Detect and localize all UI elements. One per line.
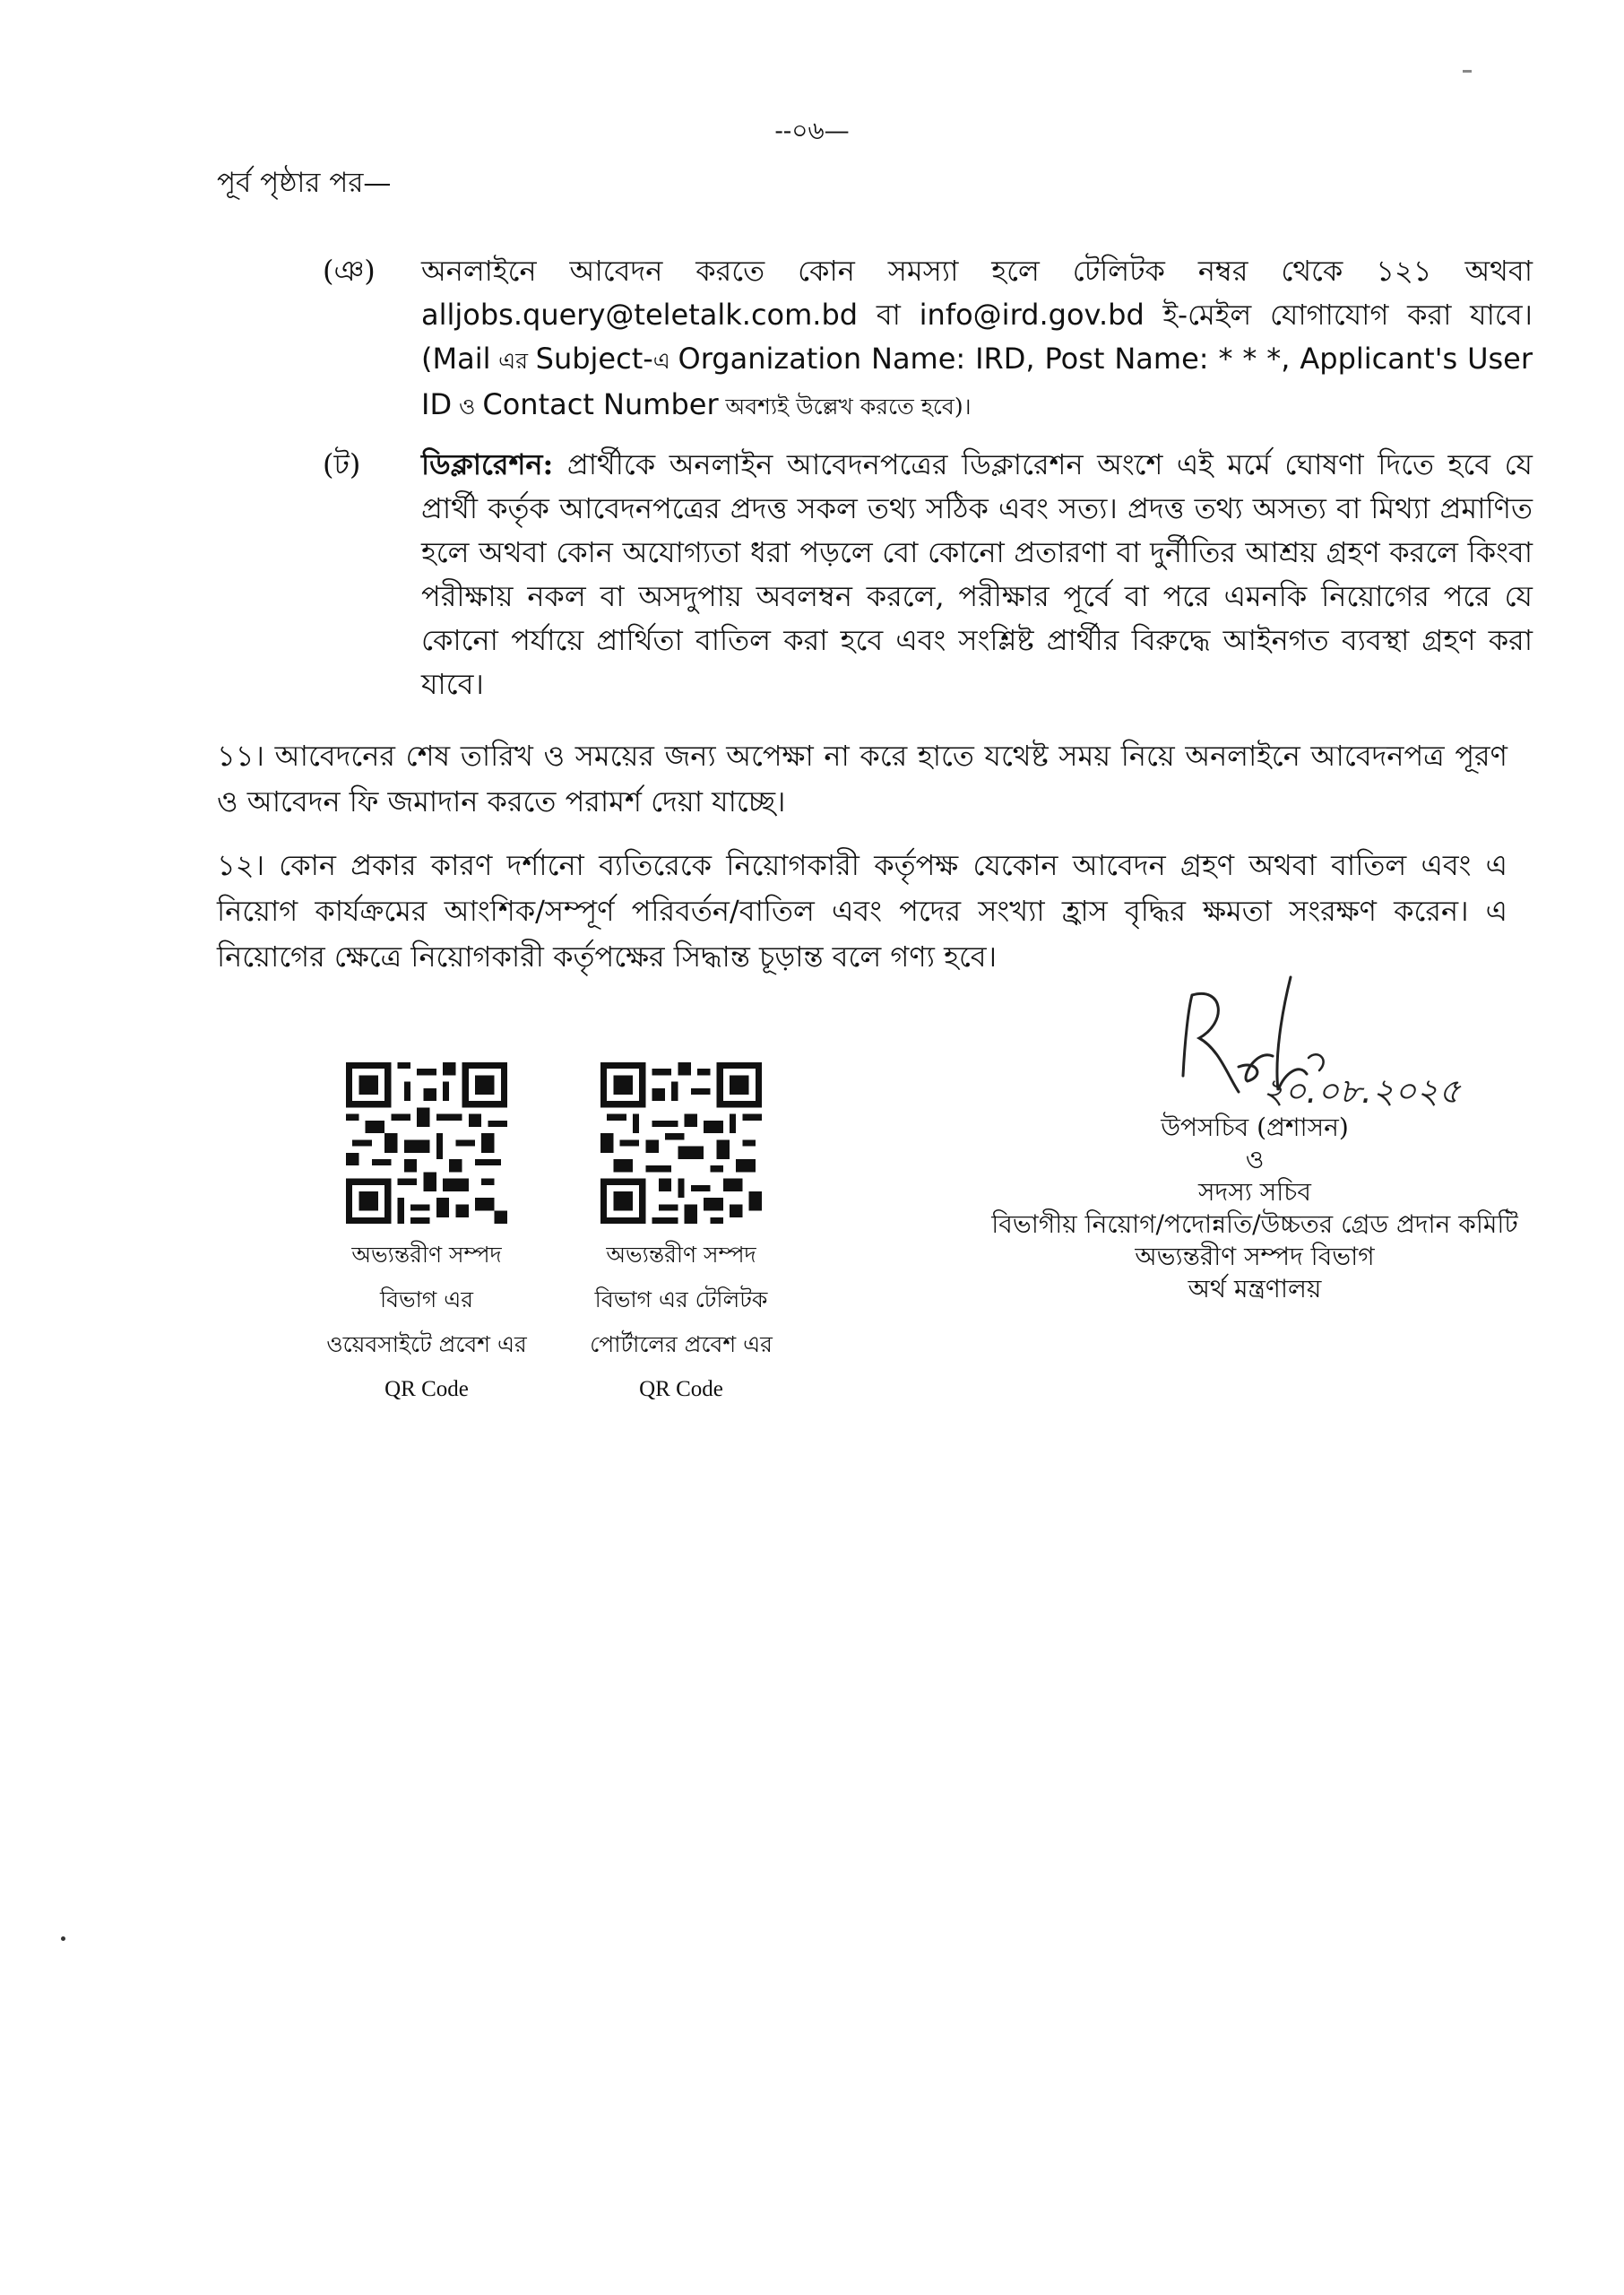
item-marker: (ঞ)	[323, 254, 376, 288]
declaration-text: প্রার্থীকে অনলাইন আবেদনপত্রের ডিক্লারেশন অংশে এই মর্মে ঘোষণা দিতে হবে যে প্রার্থী কর্তৃক আবেদনপত্রের প্রদত্ত সকল তথ্য সঠিক এবং সত্য। প্রদত্ত তথ্য অসত্য বা মিথ্যা প্রমাণিত হলে অথবা কোন অযোগ্যতা ধরা পড়লে বো কোনো প্রতারণা বা দুর্নীতির আশ্রয় গ্রহণ করলে কিংবা পরীক্ষায় নকল বা অসদুপায় অবলম্বন করলে, পরীক্ষার পূর্বে বা পরে এমনকি নিয়োগের পরে যে কোনো পর্যায়ে প্রার্থিতা বাতিল করা হবে এবং সংশ্লিষ্ট প্রার্থীর বিরুদ্ধে আইনগত ব্যবস্থা গ্রহণ করা যাবে।	[421, 447, 1533, 701]
scan-mark	[1463, 70, 1472, 73]
item-text: বা	[858, 298, 920, 332]
signatory-division: অভ্যন্তরীণ সম্পদ বিভাগ	[1135, 1242, 1375, 1271]
item-text: এ	[652, 348, 678, 374]
item-text: Contact Number	[482, 387, 719, 421]
paragraph-11: ১১। আবেদনের শেষ তারিখ ও সময়ের জন্য অপেক্ষা না করে হাতে যথেষ্ট সময় নিয়ে অনলাইনে আবেদনপত্র পূরণ ও আবেদন ফি জমাদান করতে পরামর্শ দেয়া যাচ্ছে।	[217, 739, 1507, 818]
qr-caption	[310, 1233, 543, 1412]
item-text: অনলাইনে আবেদন করতে কোন সমস্যা হলে টেলিটক নম্বর থেকে ১২১ অথবা	[421, 254, 1533, 288]
item-body	[421, 443, 1533, 706]
email-link[interactable]: info@ird.gov.bd	[919, 298, 1145, 332]
email-link[interactable]: alljobs.query@teletalk.com.bd	[421, 298, 859, 332]
qr-block-teletalk	[565, 1062, 798, 1412]
item-text: এর	[490, 348, 536, 374]
qr-caption-line: বিভাগ এর টেলিটক	[594, 1286, 768, 1312]
signatory-conjunction: ও	[1245, 1145, 1265, 1174]
item-text: (Mail	[421, 342, 491, 376]
signatory-designation: উপসচিব (প্রশাসন)	[1161, 1113, 1349, 1142]
qr-caption-line: পোর্টালের প্রবেশ এর	[590, 1331, 773, 1357]
qr-caption-line: ওয়েবসাইটে প্রবেশ এর	[326, 1331, 527, 1357]
handwritten-signature	[1156, 959, 1533, 1121]
qr-caption-line: অভ্যন্তরীণ সম্পদ	[606, 1242, 756, 1268]
qr-code-icon[interactable]	[600, 1062, 762, 1224]
item-text: অবশ্যই উল্লেখ করতে হবে)।	[718, 394, 972, 420]
continued-note: পূর্ব পৃষ্ঠার পর—	[217, 167, 392, 199]
qr-caption-line: বিভাগ এর	[379, 1286, 474, 1312]
declaration-label: ডিক্লারেশন:	[421, 447, 554, 481]
signatory-block	[986, 1112, 1524, 1305]
item-body	[421, 249, 1533, 429]
qr-code-icon[interactable]	[346, 1062, 507, 1224]
item-text: Subject-	[535, 342, 653, 376]
qr-caption-line: QR Code	[639, 1377, 723, 1401]
qr-block-website	[310, 1062, 543, 1412]
page-number: --০৬—	[774, 116, 850, 145]
qr-caption-line: অভ্যন্তরীণ সম্পদ	[351, 1242, 502, 1268]
handwritten-date: ২০.০৮.২০২৫	[1262, 1071, 1461, 1111]
item-text: ই-মেইল যোগাযোগ করা যাবে।	[1144, 298, 1533, 332]
qr-caption-line: QR Code	[384, 1377, 469, 1401]
signature-icon	[1156, 959, 1533, 1121]
qr-caption	[565, 1233, 798, 1412]
paragraph-12: ১২। কোন প্রকার কারণ দর্শানো ব্যতিরেকে নিয়োগকারী কর্তৃপক্ষ যেকোন আবেদন গ্রহণ অথবা বাতিল এবং এ নিয়োগ কার্যক্রমের আংশিক/সম্পূর্ণ পরিবর্তন/বাতিল এবং পদের সংখ্যা হ্রাস বৃদ্ধির ক্ষমতা সংরক্ষণ করেন। এ নিয়োগের ক্ষেত্রে নিয়োগকারী কর্তৃপক্ষের সিদ্ধান্ত চূড়ান্ত বলে গণ্য হবে।	[217, 848, 1507, 974]
item-nya	[323, 249, 1533, 420]
signatory-committee: বিভাগীয় নিয়োগ/পদোন্নতি/উচ্চতর গ্রেড প্রদান কমিটি	[991, 1209, 1518, 1239]
item-ta	[323, 443, 1533, 712]
item-text: Organization Name: IRD, Post Name: * * *, Applicant's User ID	[421, 342, 1533, 421]
scan-speck	[61, 1936, 65, 1941]
item-text: ও	[452, 394, 483, 420]
signatory-ministry: অর্থ মন্ত্রণালয়	[1188, 1274, 1322, 1303]
item-marker: (ট)	[323, 447, 361, 481]
signatory-role: সদস্য সচিব	[1198, 1177, 1311, 1207]
